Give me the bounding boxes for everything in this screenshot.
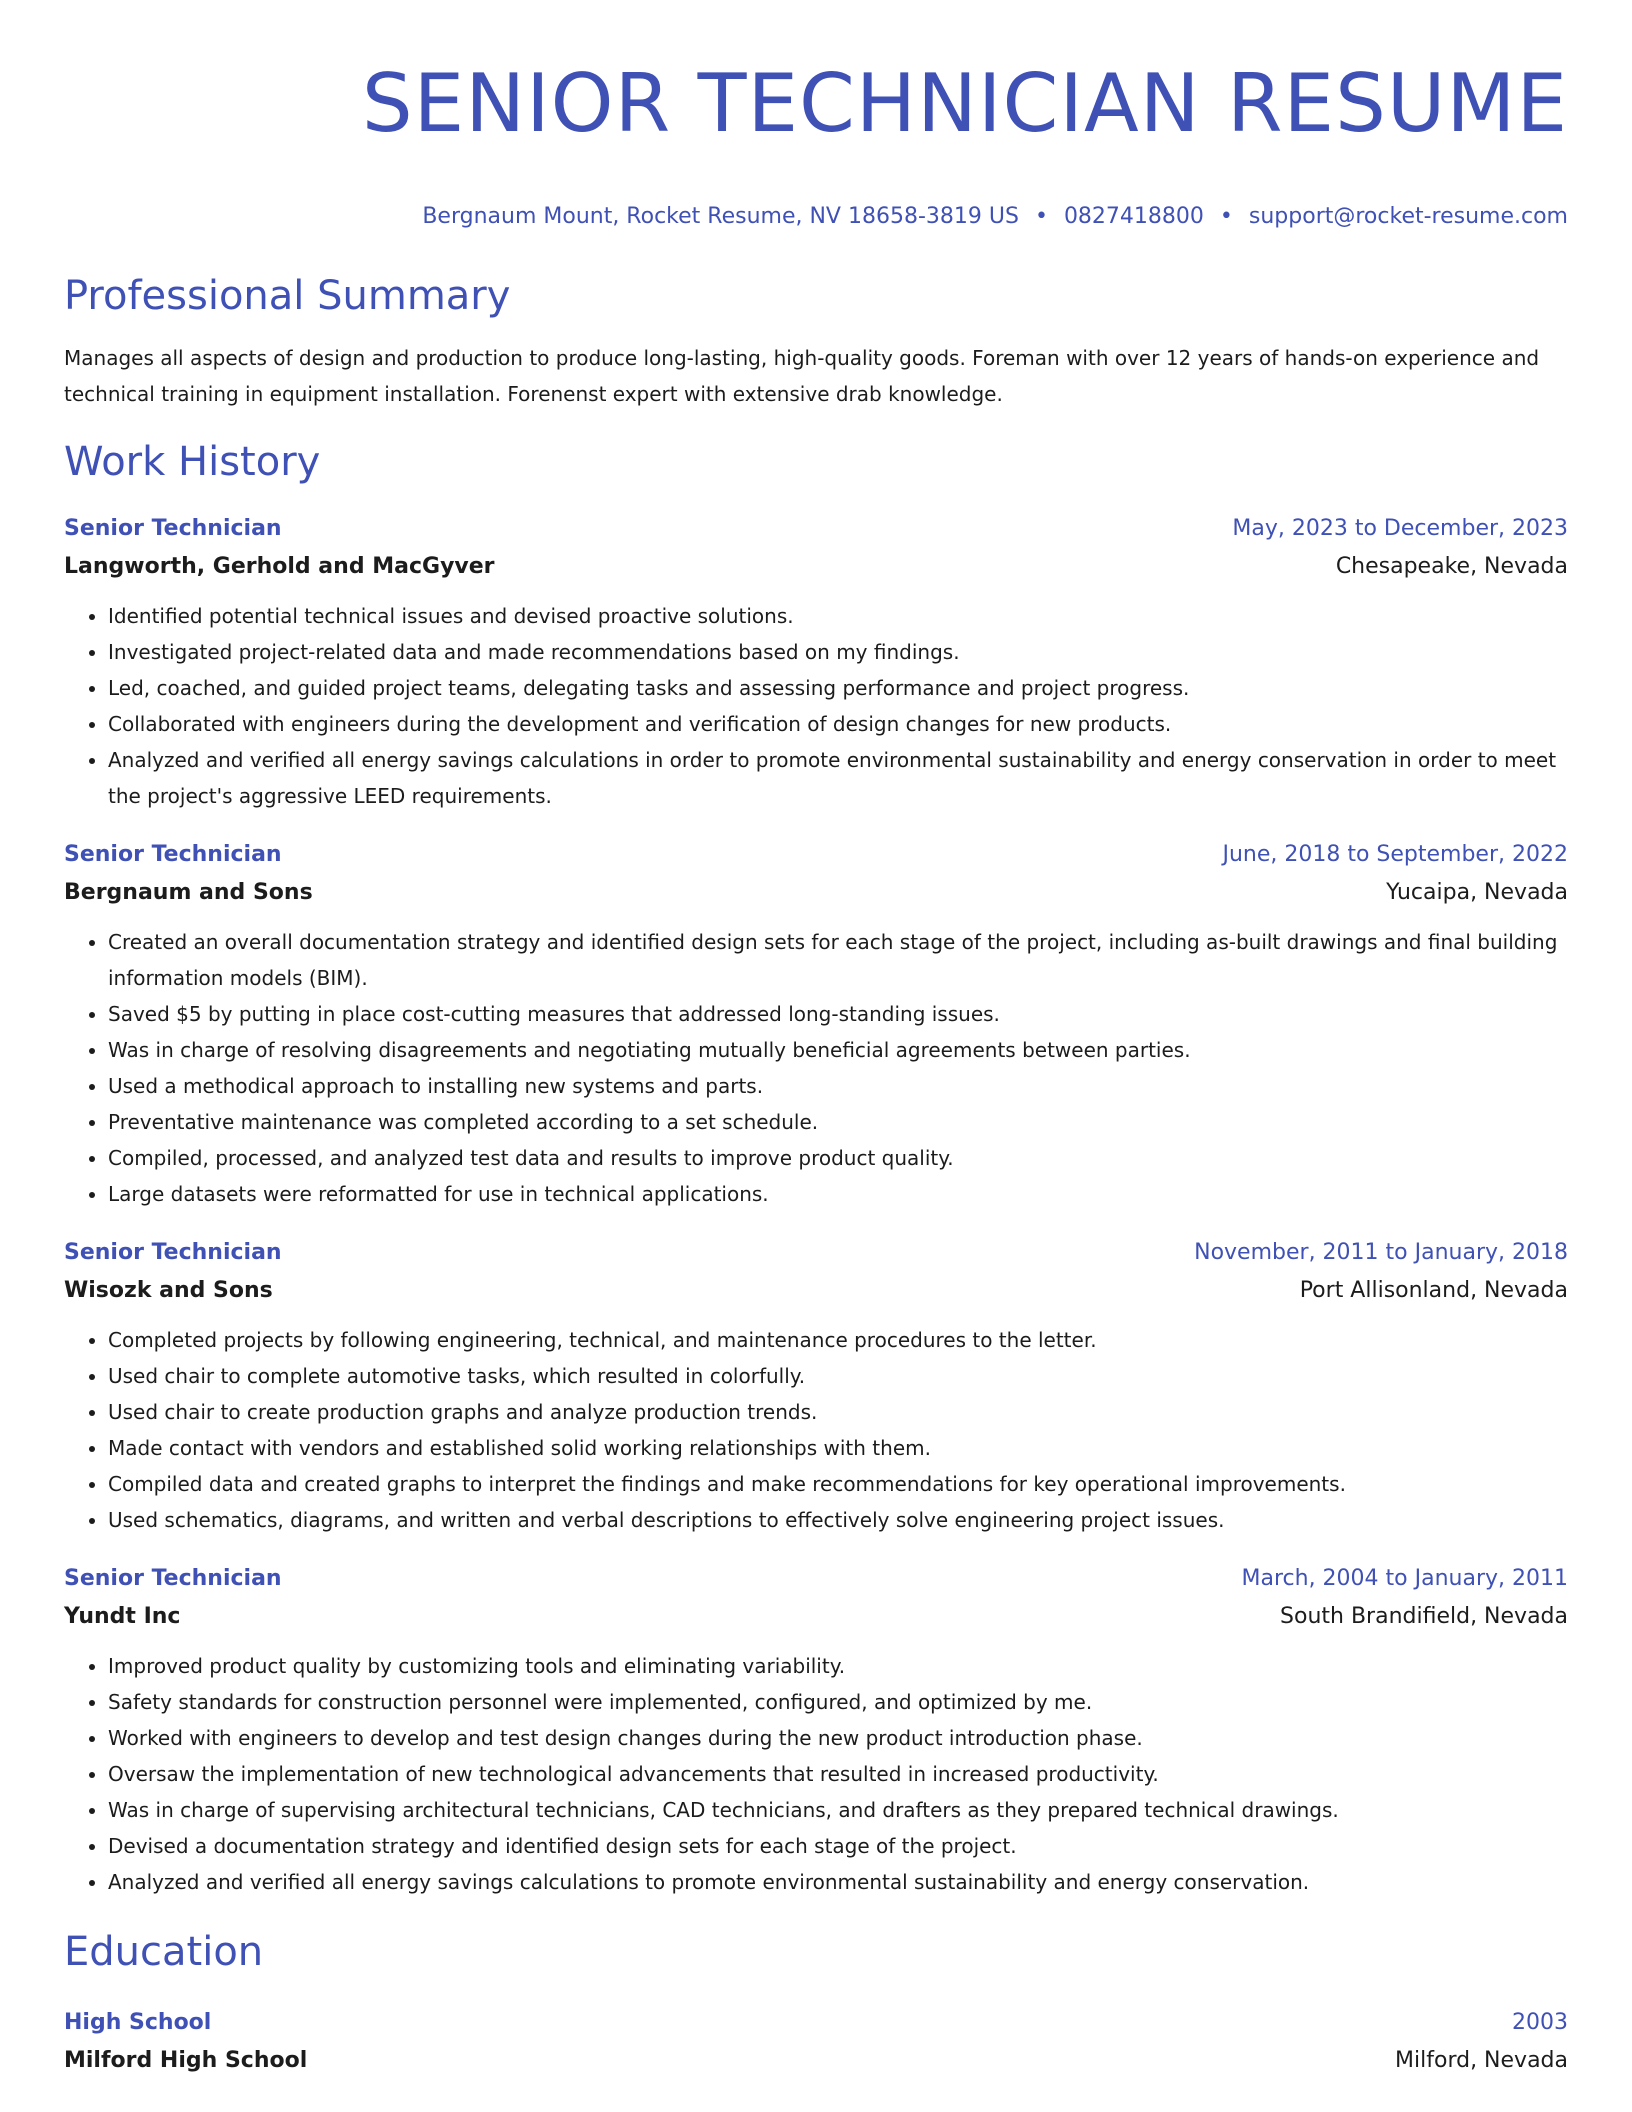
work-history-list <box>64 510 1568 1900</box>
job-dates: May, 2023 to December, 2023 <box>1232 516 1568 541</box>
education-degree: High School <box>64 2010 212 2035</box>
job-location: Yucaipa, Nevada <box>1386 880 1568 905</box>
education-year: 2003 <box>1512 2010 1568 2035</box>
job-bullet: • Oversaw the implementation of new technological advancements that resulted in increased productivity. <box>108 1756 1568 1792</box>
job-header-row <box>64 836 1568 874</box>
contact-separator: • <box>1034 204 1048 229</box>
job-bullet: • Completed projects by following engineering, technical, and maintenance procedures to the letter. <box>108 1322 1568 1358</box>
job-bullet: • Analyzed and verified all energy savings calculations to promote environmental sustainability and energy conservation. <box>108 1864 1568 1900</box>
job-header-row <box>64 510 1568 548</box>
education-entry <box>64 2004 1568 2080</box>
job-bullet: • Analyzed and verified all energy savings calculations in order to promote environmental sustainability and energy conservation in order to meet the project's aggressive LEED requirements. <box>108 742 1568 814</box>
resume-page <box>64 0 1568 2080</box>
job-entry <box>64 510 1568 814</box>
job-dates: June, 2018 to September, 2022 <box>1222 842 1568 867</box>
job-bullet: • Preventative maintenance was completed according to a set schedule. <box>108 1104 1568 1140</box>
job-title: Senior Technician <box>64 842 282 867</box>
resume-title: SENIOR TECHNICIAN RESUME <box>361 57 1568 150</box>
contact-line <box>64 202 1568 232</box>
job-header-row <box>64 1560 1568 1598</box>
job-entry <box>64 1560 1568 1900</box>
job-bullet: • Used chair to create production graphs and analyze production trends. <box>108 1394 1568 1430</box>
education-school-row <box>64 2042 1568 2080</box>
contact-address: Bergnaum Mount, Rocket Resume, NV 18658-3819 US <box>422 204 1019 229</box>
job-bullet: • Large datasets were reformatted for use in technical applications. <box>108 1176 1568 1212</box>
job-bullet: • Worked with engineers to develop and test design changes during the new product introduction phase. <box>108 1720 1568 1756</box>
job-company: Bergnaum and Sons <box>64 880 313 905</box>
job-bullet: • Was in charge of supervising architectural technicians, CAD technicians, and drafters as they prepared technical drawings. <box>108 1792 1568 1828</box>
job-bullet: • Compiled data and created graphs to interpret the findings and make recommendations for key operational improvements. <box>108 1466 1568 1502</box>
contact-separator: • <box>1219 204 1233 229</box>
job-bullets <box>64 1648 1568 1900</box>
education-school: Milford High School <box>64 2048 308 2073</box>
education-heading: Education <box>64 1929 264 1975</box>
job-bullet: • Used a methodical approach to installing new systems and parts. <box>108 1068 1568 1104</box>
job-location: Chesapeake, Nevada <box>1335 554 1568 579</box>
job-company-row <box>64 1272 1568 1310</box>
job-bullet: • Investigated project-related data and made recommendations based on my findings. <box>108 634 1568 670</box>
job-bullet: • Compiled, processed, and analyzed test data and results to improve product quality. <box>108 1140 1568 1176</box>
job-bullet: • Safety standards for construction personnel were implemented, configured, and optimized by me. <box>108 1684 1568 1720</box>
job-bullet: • Led, coached, and guided project teams, delegating tasks and assessing performance and project progress. <box>108 670 1568 706</box>
job-bullet: • Saved $5 by putting in place cost-cutting measures that addressed long-standing issues. <box>108 996 1568 1032</box>
contact-phone: 0827418800 <box>1063 204 1204 229</box>
job-bullets <box>64 924 1568 1212</box>
job-entry <box>64 836 1568 1212</box>
job-dates: November, 2011 to January, 2018 <box>1194 1240 1568 1265</box>
summary-heading: Professional Summary <box>64 273 511 319</box>
job-bullet: • Improved product quality by customizing tools and eliminating variability. <box>108 1648 1568 1684</box>
job-bullet: • Made contact with vendors and established solid working relationships with them. <box>108 1430 1568 1466</box>
job-company-row <box>64 1598 1568 1636</box>
summary-text: Manages all aspects of design and production to produce long-lasting, high-quality goods. Foreman with over 12 years of hands-on experience and technical training in equipment installation. Forenenst expert with extensive drab knowledge. <box>64 346 1540 406</box>
job-bullet: • Collaborated with engineers during the development and verification of design changes for new products. <box>108 706 1568 742</box>
job-bullet: • Used schematics, diagrams, and written and verbal descriptions to effectively solve engineering project issues. <box>108 1502 1568 1538</box>
job-bullets <box>64 1322 1568 1538</box>
job-header-row <box>64 1234 1568 1272</box>
job-bullet: • Created an overall documentation strategy and identified design sets for each stage of the project, including as-built drawings and final building information models (BIM). <box>108 924 1568 996</box>
job-entry <box>64 1234 1568 1538</box>
work-history-heading: Work History <box>64 439 321 485</box>
job-title: Senior Technician <box>64 1240 282 1265</box>
job-dates: March, 2004 to January, 2011 <box>1241 1566 1568 1591</box>
job-company: Wisozk and Sons <box>64 1278 273 1303</box>
education-list <box>64 2004 1568 2080</box>
job-title: Senior Technician <box>64 516 282 541</box>
education-header-row <box>64 2004 1568 2042</box>
job-company-row <box>64 548 1568 586</box>
job-company-row <box>64 874 1568 912</box>
education-location: Milford, Nevada <box>1395 2048 1568 2073</box>
job-title: Senior Technician <box>64 1566 282 1591</box>
job-location: South Brandifield, Nevada <box>1280 1604 1568 1629</box>
job-bullet: • Used chair to complete automotive tasks, which resulted in colorfully. <box>108 1358 1568 1394</box>
contact-email: support@rocket-resume.com <box>1248 204 1568 229</box>
job-company: Yundt Inc <box>64 1604 181 1629</box>
job-bullets <box>64 598 1568 814</box>
job-bullet: • Identified potential technical issues and devised proactive solutions. <box>108 598 1568 634</box>
job-bullet: • Was in charge of resolving disagreements and negotiating mutually beneficial agreements between parties. <box>108 1032 1568 1068</box>
job-company: Langworth, Gerhold and MacGyver <box>64 554 495 579</box>
job-location: Port Allisonland, Nevada <box>1299 1278 1568 1303</box>
job-bullet: • Devised a documentation strategy and identified design sets for each stage of the project. <box>108 1828 1568 1864</box>
